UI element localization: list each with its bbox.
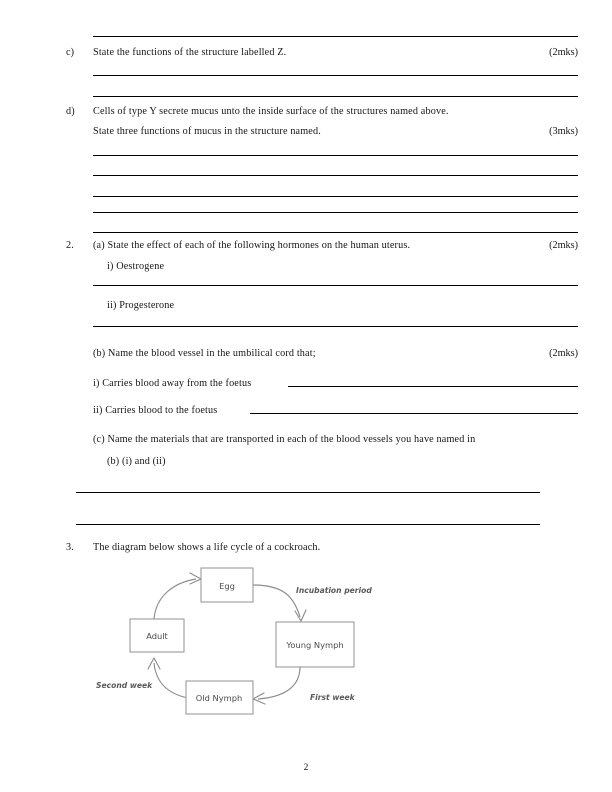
question-2a-marks: (2mks) [549,240,578,251]
arrow-adult-to-egg [154,579,196,619]
diagram-label-incubation-period: Incubation period [296,586,372,595]
answer-rule [93,212,578,213]
answer-rule [93,75,578,76]
answer-rule [76,524,540,525]
question-3-text: The diagram below shows a life cycle of a cockroach. [93,542,321,553]
question-1c-label: c) [66,47,75,58]
answer-rule [93,155,578,156]
question-2b-item-ii: ii) Carries blood to the foetus [93,405,218,416]
diagram-box-egg-label: Egg [219,581,235,591]
arrowhead-egg-to-young-nymph [295,610,306,621]
cockroach-life-cycle-diagram [88,557,394,715]
question-1d-label: d) [66,106,75,117]
answer-rule [76,492,540,493]
answer-rule [93,175,578,176]
diagram-label-second-week: Second week [96,681,153,690]
arrow-young-nymph-to-old-nymph [258,667,300,699]
question-2c-text-line1: (c) Name the materials that are transported in each of the blood vessels you have named in [93,434,476,445]
question-1d-marks: (3mks) [549,126,578,137]
question-3-number: 3. [66,542,74,553]
answer-rule [93,36,578,37]
question-2b-marks: (2mks) [549,348,578,359]
answer-rule [93,196,578,197]
answer-rule-inline [250,413,578,414]
diagram-label-first-week: First week [310,693,355,702]
question-2a-item-i: i) Oestrogene [107,261,165,272]
diagram-box-adult-label: Adult [146,631,168,641]
question-2a-text: (a) State the effect of each of the following hormones on the human uterus. [93,240,411,251]
answer-rule [93,232,578,233]
page-number: 2 [303,763,309,773]
question-1d-text-line1: Cells of type Y secrete mucus unto the inside surface of the structures named above. [93,106,449,117]
question-2b-item-i: i) Carries blood away from the foetus [93,378,252,389]
answer-rule [93,96,578,97]
question-2c-text-line2: (b) (i) and (ii) [107,456,166,467]
answer-rule [93,326,578,327]
question-1c-marks: (2mks) [549,47,578,58]
diagram-box-old-nymph-label: Old Nymph [195,693,243,703]
question-1c-text: State the functions of the structure labelled Z. [93,47,287,58]
arrowhead-adult-to-egg [190,573,201,584]
answer-rule-inline [288,386,578,387]
arrow-egg-to-young-nymph [253,585,300,617]
question-1d-text-line2: State three functions of mucus in the structure named. [93,126,321,137]
diagram-box-young-nymph-label: Young Nymph [286,640,344,650]
answer-rule [93,285,578,286]
question-2b-text: (b) Name the blood vessel in the umbilical cord that; [93,348,316,359]
question-2a-item-ii: ii) Progesterone [107,300,175,311]
question-2-number: 2. [66,240,74,251]
